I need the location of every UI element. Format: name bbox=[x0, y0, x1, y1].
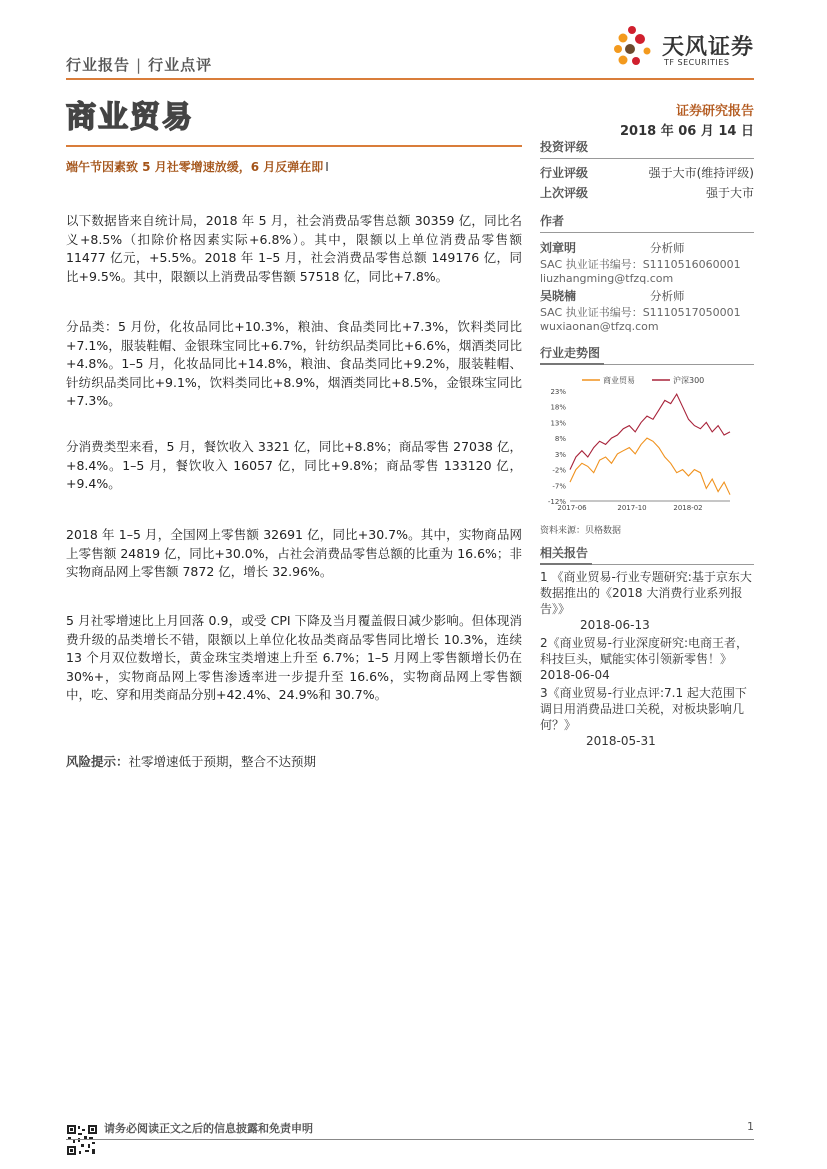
footer-rule bbox=[66, 1139, 754, 1140]
rating-key: 行业评级 bbox=[540, 166, 589, 180]
category-separator: | bbox=[136, 56, 143, 74]
y-tick-label: 18% bbox=[550, 403, 566, 412]
logo-text-en: TF SECURITIES bbox=[664, 58, 730, 67]
page-title: 商业贸易 bbox=[66, 100, 194, 135]
y-tick-label: -12% bbox=[547, 498, 566, 506]
report-type: 证券研究报告 bbox=[675, 104, 754, 119]
qr-code-icon bbox=[66, 1124, 98, 1156]
page-number: 1 bbox=[747, 1120, 754, 1133]
chart-source: 资料来源：贝格数据 bbox=[540, 526, 622, 536]
category-label: 行业报告 bbox=[66, 56, 131, 74]
related-item-date: 2018-06-13 bbox=[580, 618, 650, 632]
rating-row-current bbox=[540, 164, 754, 181]
author-email[interactable]: liuzhangming@tfzq.com bbox=[540, 272, 674, 285]
subtitle-rule bbox=[66, 145, 522, 147]
authors-title: 作者 bbox=[540, 214, 565, 228]
paragraph-by-consumption-type: 分消费类型来看，5 月，餐饮收入 3321 亿，同比+8.8%；商品零售 27038 亿，+8.4%。1–5 月，餐饮收入 16057 亿，同比+9.8%；商品零售 133120 亿，+9.4%。 bbox=[66, 439, 522, 491]
x-tick-label: 2018-02 bbox=[673, 504, 703, 512]
author-card bbox=[540, 239, 754, 285]
x-tick-label: 2017-06 bbox=[557, 504, 587, 512]
footer-disclaimer: 请务必阅读正文之后的信息披露和免责申明 bbox=[104, 1122, 313, 1135]
author-role: 分析师 bbox=[650, 289, 685, 303]
paragraph-analysis: 5 月社零增速比上月回落 0.9，或受 CPI 下降及当月覆盖假日减少影响。但体现消费升级的品类增长不错，限额以上单位化妆品类商品零售同比增长 10.3%，连续 13 个月双位数增长，黄金珠宝类增速上升至 6.7%；1–5 月网上零售额增长仍在 30%+，实物商品网上零售渗透率进一步提升至 16.6%，实物商品网上零售额中，吃、穿和用类商品分别+42.4%、24.9%和 30.7%。 bbox=[66, 613, 522, 702]
rating-section bbox=[540, 138, 754, 201]
report-category bbox=[66, 54, 212, 75]
trend-chart bbox=[540, 373, 754, 513]
rating-rule bbox=[540, 158, 754, 159]
y-tick-label: 3% bbox=[554, 450, 566, 459]
report-subtitle bbox=[66, 158, 329, 175]
rating-key: 上次评级 bbox=[540, 186, 589, 200]
authors-rule bbox=[540, 232, 754, 233]
legend-label: 沪深300 bbox=[673, 376, 705, 385]
related-item-text[interactable]: 2《商业贸易-行业深度研究:电商王者，科技巨头，赋能实体引领新零售！》 bbox=[540, 636, 749, 666]
trend-title: 行业走势图 bbox=[540, 344, 604, 365]
paragraph-by-category: 分品类：5 月份，化妆品同比+10.3%，粮油、食品类同比+7.3%，饮料类同比+7.1%，服装鞋帽、金银珠宝同比+6.7%，针纺织品类同比+6.6%，烟酒类同比+4.8%。1–5 月，化妆品同比+14.8%，粮油、食品类同比+9.2%，服装鞋帽、针纺织品类同比+9.1%，饮料类同比+8.9%，烟酒类同比+8.5%，金银珠宝同比+7.3%。 bbox=[66, 319, 522, 408]
y-tick-label: 8% bbox=[554, 435, 566, 444]
header-rule bbox=[66, 78, 754, 80]
report-date: 2018 年 06 月 14 日 bbox=[620, 124, 754, 139]
x-tick-label: 2017-10 bbox=[617, 504, 647, 512]
risk-label: 风险提示： bbox=[66, 754, 129, 769]
related-title: 相关报告 bbox=[540, 544, 592, 565]
related-section bbox=[540, 542, 754, 749]
risk-text: 社零增速低于预期，整合不达预期 bbox=[128, 754, 317, 769]
authors-section bbox=[540, 212, 754, 333]
subtitle-text: 端午节因素致 5 月社零增速放缓，6 月反弹在即 bbox=[66, 160, 324, 174]
related-item[interactable] bbox=[540, 635, 754, 683]
author-sac: SAC 执业证书编号：S1110516060001 bbox=[540, 258, 741, 271]
author-card bbox=[540, 287, 754, 333]
related-item-date: 2018-06-04 bbox=[540, 668, 610, 682]
author-email[interactable]: wuxiaonan@tfzq.com bbox=[540, 320, 659, 333]
author-role: 分析师 bbox=[650, 241, 685, 255]
related-item-text[interactable]: 1 《商业贸易-行业专题研究:基于京东大数据推出的《2018 大消费行业系列报告》》 bbox=[540, 570, 752, 616]
related-item-text[interactable]: 3《商业贸易-行业点评:7.1 起大范围下调日用消费品进口关税，对板块影响几何？》 bbox=[540, 686, 747, 732]
text-cursor-icon: I bbox=[325, 160, 329, 174]
rating-value: 强于大市(维持评级) bbox=[648, 166, 754, 180]
rating-title: 投资评级 bbox=[540, 140, 589, 154]
company-logo bbox=[610, 24, 760, 72]
paragraph-overview: 以下数据皆来自统计局，2018 年 5 月，社会消费品零售总额 30359 亿，同比名义+8.5%（扣除价格因素实际+6.8%）。其中，限额以上单位消费品零售额 11477 亿元，+5.5%。2018 年 1–5 月，社会消费品零售总额 149176 亿，同比+9.5%。其中，限额以上消费品零售额 57518 亿，同比+7.8%。 bbox=[66, 213, 522, 284]
related-item-date: 2018-05-31 bbox=[586, 734, 656, 748]
series-line-hs300 bbox=[570, 394, 730, 470]
rating-row-previous bbox=[540, 184, 754, 201]
y-tick-label: -2% bbox=[552, 466, 566, 475]
logo-text-cn: 天风证券 bbox=[662, 35, 755, 60]
rating-value: 强于大市 bbox=[705, 186, 754, 200]
y-tick-label: -7% bbox=[552, 482, 566, 491]
author-sac: SAC 执业证书编号：S1110517050001 bbox=[540, 306, 741, 319]
author-name: 刘章明 bbox=[540, 241, 577, 255]
author-name: 吴晓楠 bbox=[540, 289, 577, 303]
paragraph-online-retail: 2018 年 1–5 月，全国网上零售额 32691 亿，同比+30.7%。其中，实物商品网上零售额 24819 亿，同比+30.0%，占社会消费品零售总额的比重为 16.6%；非实物商品网上零售额 7872 亿，增长 32.96%。 bbox=[66, 527, 522, 579]
logo-dots-icon bbox=[610, 24, 660, 72]
y-tick-label: 13% bbox=[550, 419, 566, 428]
subcategory-label: 行业点评 bbox=[148, 56, 213, 74]
related-item[interactable] bbox=[540, 569, 754, 633]
legend-label: 商业贸易 bbox=[603, 376, 635, 385]
related-item[interactable] bbox=[540, 685, 754, 749]
risk-warning bbox=[66, 752, 316, 770]
trend-section bbox=[540, 342, 754, 536]
y-tick-label: 23% bbox=[550, 388, 566, 396]
